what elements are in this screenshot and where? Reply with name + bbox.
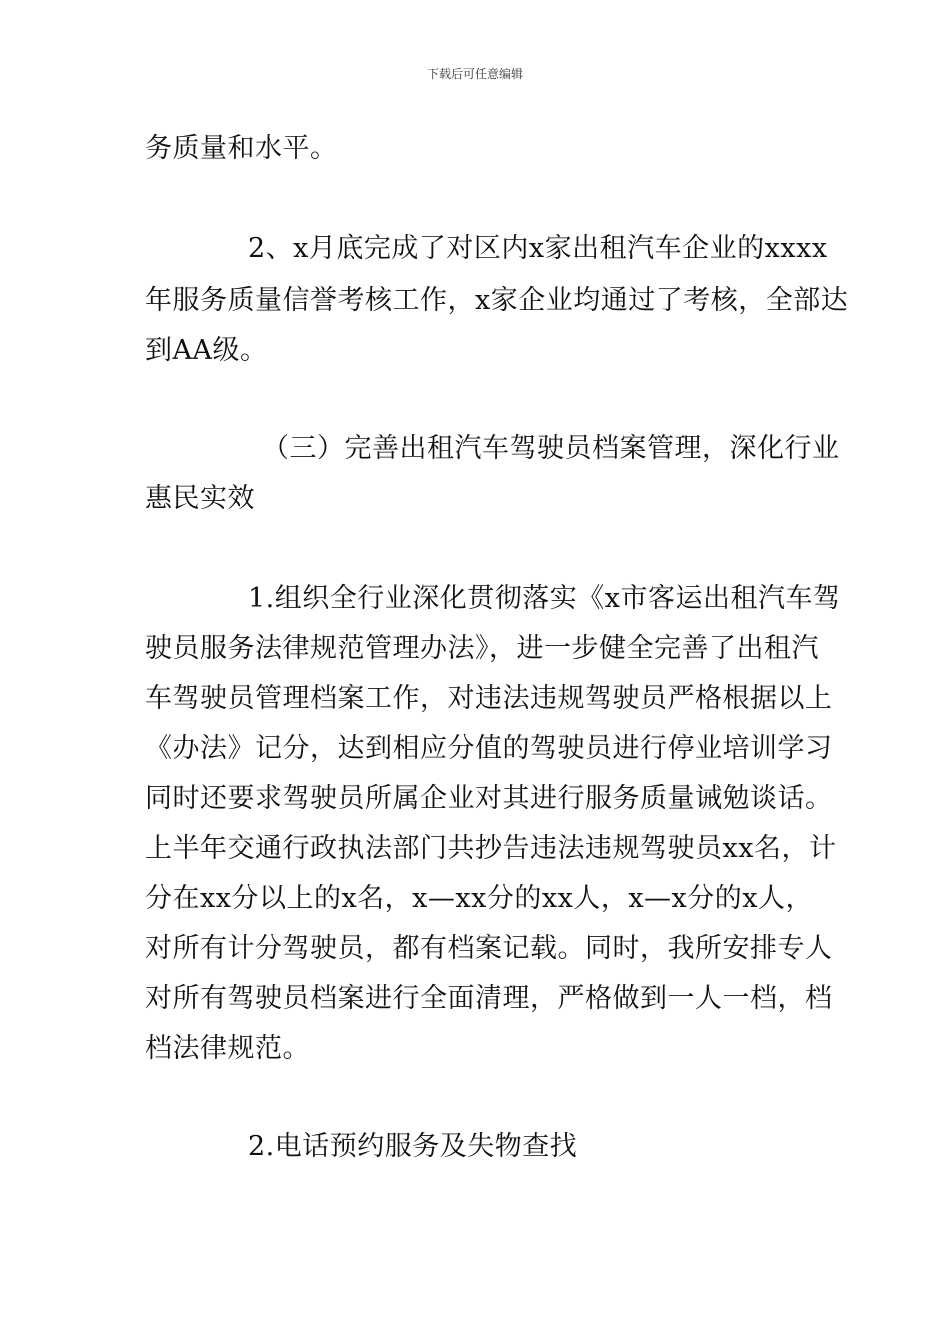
text-line: 2、x月底完成了对区内x家出租汽车企业的xxxx bbox=[248, 233, 828, 264]
text-line: 分在xx分以上的x名，x—xx分的xx人，x—x分的x人， bbox=[145, 883, 813, 914]
text-line: 对所有驾驶员档案进行全面清理，严格做到一人一档，档 bbox=[145, 983, 833, 1014]
text-line: 务质量和水平。 bbox=[145, 133, 338, 164]
text-line: 驶员服务法律规范管理办法》，进一步健全完善了出租汽 bbox=[145, 633, 819, 664]
page-header-note: 下载后可任意编辑 bbox=[426, 67, 523, 81]
section-heading-line: （三）完善出租汽车驾驶员档案管理，深化行业 bbox=[262, 433, 840, 464]
section-heading-line: 惠民实效 bbox=[145, 483, 255, 514]
text-line: 对所有计分驾驶员，都有档案记载。同时，我所安排专人 bbox=[145, 933, 833, 964]
text-line: 到AA级。 bbox=[145, 335, 268, 366]
text-line: 同时还要求驾驶员所属企业对其进行服务质量诫勉谈话。 bbox=[145, 783, 833, 814]
text-line: 上半年交通行政执法部门共抄告违法违规驾驶员xx名，计 bbox=[145, 833, 837, 864]
text-line: 年服务质量信誉考核工作，x家企业均通过了考核，全部达 bbox=[145, 285, 849, 316]
subheading-line: 2.电话预约服务及失物查找 bbox=[248, 1131, 578, 1162]
text-line: 档法律规范。 bbox=[145, 1033, 310, 1064]
text-line: 《办法》记分，达到相应分值的驾驶员进行停业培训学习 bbox=[145, 733, 833, 764]
text-line: 车驾驶员管理档案工作，对违法违规驾驶员严格根据以上 bbox=[145, 683, 833, 714]
text-line: 1.组织全行业深化贯彻落实《x市客运出租汽车驾 bbox=[248, 583, 841, 614]
